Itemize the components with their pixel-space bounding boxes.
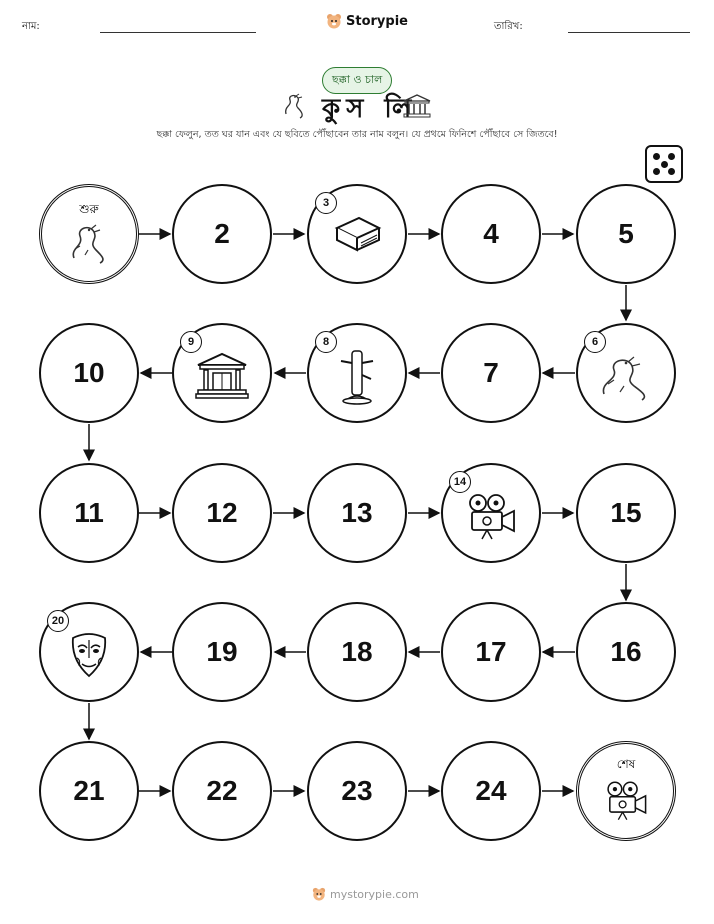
- board-cell-17[interactable]: 17: [441, 602, 541, 702]
- book-icon: [331, 214, 383, 254]
- board-cell-6[interactable]: [576, 323, 676, 423]
- museum-icon: [195, 351, 249, 401]
- footer-site[interactable]: mystorypie.com: [330, 887, 419, 901]
- start-cell[interactable]: [39, 184, 139, 284]
- cell-number-badge: 3: [315, 192, 337, 214]
- end-cell[interactable]: [576, 741, 676, 841]
- cell-number-badge: 20: [47, 610, 69, 632]
- end-label: শেষ: [616, 757, 636, 771]
- board-cell-21[interactable]: 21: [39, 741, 139, 841]
- wooden-dummy-icon: [337, 347, 377, 407]
- dragon-icon: [598, 352, 654, 402]
- film-camera-icon: [603, 780, 649, 822]
- board-cell-11[interactable]: 11: [39, 463, 139, 563]
- board-cell-24[interactable]: 24: [441, 741, 541, 841]
- board-cell-16[interactable]: 16: [576, 602, 676, 702]
- date-label: তারিখ:: [494, 21, 523, 32]
- cell-number-badge: 6: [584, 331, 606, 353]
- cell-number-badge: 8: [315, 331, 337, 353]
- dragon-icon: [66, 220, 112, 266]
- cell-number-badge: 14: [449, 471, 471, 493]
- game-type-pill: ছক্কা ও চাল: [322, 67, 392, 94]
- opera-mask-icon: [69, 630, 109, 680]
- board-cell-18[interactable]: 18: [307, 602, 407, 702]
- board-cell-2[interactable]: 2: [172, 184, 272, 284]
- board-cell-19[interactable]: 19: [172, 602, 272, 702]
- board-cell-9[interactable]: [172, 323, 272, 423]
- board-cell-14[interactable]: [441, 463, 541, 563]
- board-cell-15[interactable]: 15: [576, 463, 676, 563]
- footer: [312, 887, 419, 901]
- board-cell-23[interactable]: 23: [307, 741, 407, 841]
- board-cell-22[interactable]: 22: [172, 741, 272, 841]
- board-cell-4[interactable]: 4: [441, 184, 541, 284]
- board-cell-13[interactable]: 13: [307, 463, 407, 563]
- board-cell-3[interactable]: [307, 184, 407, 284]
- board-cell-10[interactable]: 10: [39, 323, 139, 423]
- name-label: নাম:: [22, 21, 40, 32]
- cell-number-badge: 9: [180, 331, 202, 353]
- board-cell-5[interactable]: 5: [576, 184, 676, 284]
- instructions: ছক্কা ফেলুন, তত ঘর যান এবং যে ছবিতে পৌঁছাবেন তার নাম বলুন। যে প্রথমে ফিনিশে পৌঁছাবে সে জিতবে!: [156, 129, 558, 140]
- start-label: শুরু: [79, 202, 99, 216]
- board-cell-12[interactable]: 12: [172, 463, 272, 563]
- brand-name: Storypie: [346, 13, 408, 29]
- bear-logo-icon: [312, 887, 326, 901]
- board-cell-20[interactable]: [39, 602, 139, 702]
- board-cell-7[interactable]: 7: [441, 323, 541, 423]
- page-title: কুস লি: [322, 94, 418, 124]
- board-cell-8[interactable]: [307, 323, 407, 423]
- film-camera-icon: [464, 493, 518, 541]
